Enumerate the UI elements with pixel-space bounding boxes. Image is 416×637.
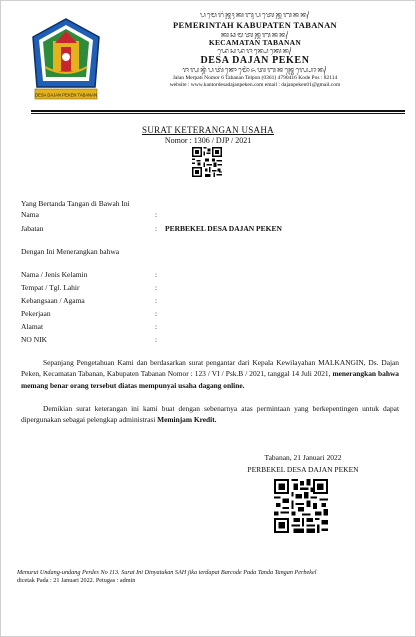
header-village: DESA DAJAN PEKEN [200,55,310,67]
signer-position-value: PERBEKEL DESA DAJAN PEKEN [165,224,282,233]
balinese-script-line: ᬓᬘᬫᬢᬦ᭄ᬢᬩᬦᬦ᭄ [220,30,290,39]
document-number: Nomor : 1306 / DJP / 2021 [164,136,252,145]
colon: : [155,210,158,219]
balinese-script-line: ᬚᬮᬦ᭄ᬫᬃᬧᬢᬶᬦᭀᬫᭀᬃ᭖ᬢᬩᬦᬦ᭄ᬢᬾᬮ᭄ᬧᭀᬦ᭄ [182,66,328,75]
logo-ribbon-text: DESA DAJAN PEKEN TABANAN [35,92,97,98]
signer-position-label: Jabatan [21,224,44,233]
colon: : [155,296,158,305]
balinese-script-line: ᬧᬫᬾᬭᬶᬦ᭄ᬢᬄᬓᬩᬸᬧᬢᬾᬦ᭄ᬢᬩᬦᬦ᭄ [199,11,311,19]
signer-title: PERBEKEL DESA DAJAN PEKEN [247,465,359,474]
header-divider [31,110,405,112]
validity-note: Menurut Undang-undang Perdes No 113. Surat Ini Dinyatakan SAH jika terdapat Barcode Pada Tanda Tangan Perbekel [17,569,317,576]
header-divider [31,113,405,114]
subject-label: Alamat [21,322,44,331]
colon: : [155,335,158,344]
subject-label: Pekerjaan [21,309,51,318]
colon: : [155,224,158,233]
print-info: dicetak Pada : 21 Januari 2022. Petugas : admin [17,577,136,584]
place-date: Tabanan, 21 Januari 2022 [264,453,342,462]
qr-code-icon [192,147,222,177]
subject-intro: Dengan Ini Menerangkan bahwa [21,247,120,256]
header-government: PEMERINTAH KABUPATEN TABANAN [173,20,337,31]
colon: : [155,322,158,331]
para1-emphasis: menerangkan bahwa memang benar orang tersebut diatas mempunyai usaha dagang online. [21,369,399,390]
body-paragraph-2 [21,403,399,426]
header-website: website : www.kantordesadajanpeken.com email : dajanpeken01@gmail.com [169,81,341,88]
subject-label: NO NIK [21,335,48,344]
signer-intro: Yang Bertanda Tangan di Bawah Ini [21,199,130,208]
letterhead [105,11,405,89]
subject-label: Kebangsaan / Agama [21,296,85,305]
body-paragraph-1 [21,357,399,391]
signer-name-label: Nama [21,210,39,219]
signature-qr-code-icon [274,479,328,533]
regency-emblem-icon [31,17,101,105]
para2-emphasis: Meminjam Kredit. [157,415,217,425]
balinese-script-line: ᬤᬾᬲᬤᬚᬦ᭄ᬧᬾᬓᬾᬦ᭄ [217,47,293,56]
subject-label: Tempat / Tgl. Lahir [21,283,80,292]
header-district: KECAMATAN TABANAN [208,37,302,47]
colon: : [155,309,158,318]
para1-text: Sepanjang Pengetahuan Kami dan berdasarkan surat pengantar dari Kepala Kewilayahan MALKANGIN, Ds. Dajan Peken, Kecamatan Tabanan, Kabupaten Tabanan Nomor : 123 / VI / Psk.B / 2021, tanggal 14 Juli 2021, [21,358,399,379]
subject-label: Nama / Jenis Kelamin [21,270,88,279]
colon: : [155,270,158,279]
document-title: SURAT KETERANGAN USAHA [142,125,274,135]
header-address: Jalan Merpati Nomor 6 Tabanan Telpon (0361) 4790416 Kode Pos : 82114 [172,74,338,81]
colon: : [155,283,158,292]
para2-text: Demikian surat keterangan ini kami buat dengan sebenarnya atas permintaan yang berkepentingen untuk dapat dipergunakan sebagai pelengkap administrasi [21,404,399,425]
